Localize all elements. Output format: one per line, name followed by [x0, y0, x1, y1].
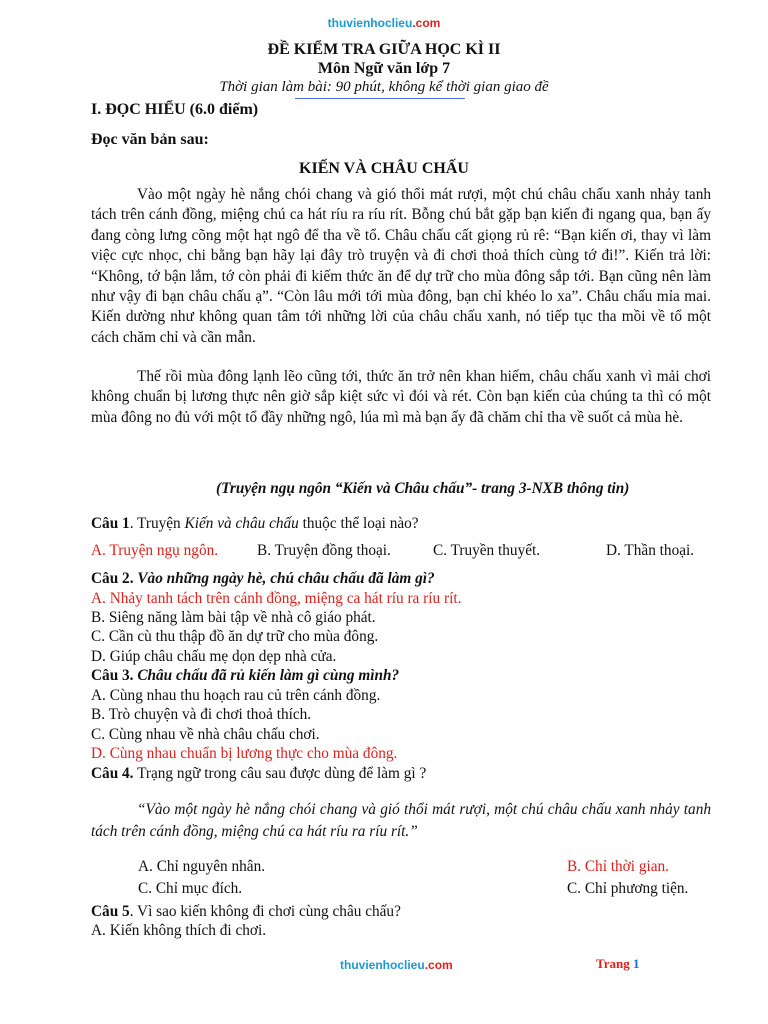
- question-4: [91, 765, 426, 783]
- question-1-pre: . Truyện: [129, 515, 185, 532]
- q4-option-a[interactable]: A. Chỉ nguyên nhân.: [138, 858, 266, 875]
- question-3-label: Câu 3.: [91, 667, 134, 684]
- question-4-quote: “Vào một ngày hè nắng chói chang và gió thổi mát rượi, một chú châu chấu xanh nhảy tanh tách trên cánh đồng, miệng chú ca hát ríu ra ríu rít.”: [91, 801, 711, 840]
- question-5: [91, 903, 401, 921]
- read-instruction: Đọc văn bản sau:: [91, 131, 209, 148]
- story-title: KIẾN VÀ CHÂU CHẤU: [299, 160, 469, 177]
- q2-option-a[interactable]: A. Nhảy tanh tách trên cánh đồng, miệng ca hát ríu ra ríu rít.: [91, 590, 462, 607]
- question-5-text: . Vì sao kiến không đi chơi cùng châu chấu?: [129, 903, 401, 920]
- q1-option-b[interactable]: B. Truyện đồng thoại.: [257, 542, 391, 559]
- page-label: Trang: [596, 956, 630, 971]
- footer-site-name: thuvienhoclieu: [340, 958, 425, 972]
- header-site[interactable]: [0, 16, 768, 30]
- section-heading: I. ĐỌC HIỂU (6.0 điểm): [91, 101, 259, 118]
- page-number-value: 1: [632, 956, 640, 971]
- q3-option-b[interactable]: B. Trò chuyện và đi chơi thoả thích.: [91, 706, 312, 723]
- footer-site-domain: .com: [424, 958, 453, 972]
- question-3-text: Châu chấu đã rủ kiến làm gì cùng mình?: [137, 667, 400, 684]
- exam-title: ĐỀ KIỂM TRA GIỮA HỌC KÌ II: [267, 41, 501, 58]
- q4-option-b[interactable]: B. Chỉ thời gian.: [567, 858, 669, 875]
- q2-option-b[interactable]: B. Siêng năng làm bài tập về nhà cô giáo phát.: [91, 609, 376, 626]
- question-5-label: Câu 5: [91, 903, 130, 920]
- question-2-label: Câu 2: [91, 570, 130, 587]
- q2-option-d[interactable]: D. Giúp châu chấu mẹ dọn dẹp nhà cửa.: [91, 648, 337, 665]
- question-1-italic: Kiến và châu chấu: [184, 515, 299, 532]
- header-site-name: thuvienhoclieu: [327, 16, 413, 30]
- question-2: Câu 2. Vào những ngày hè, chú châu chấu đã làm gì?: [91, 570, 435, 587]
- question-4-text: Trạng ngữ trong câu sau được dùng để làm gì ?: [137, 765, 427, 782]
- q3-option-a[interactable]: A. Cùng nhau thu hoạch rau củ trên cánh đồng.: [91, 687, 381, 704]
- time-note-underline: [295, 98, 465, 99]
- q4-option-d[interactable]: C. Chỉ phương tiện.: [567, 880, 689, 897]
- q3-option-d[interactable]: D. Cùng nhau chuẩn bị lương thực cho mùa đông.: [91, 745, 398, 762]
- question-3: [91, 667, 399, 685]
- time-note: Thời gian làm bài: 90 phút, không kể thời gian giao đề: [219, 79, 549, 95]
- q1-option-d[interactable]: D. Thần thoại.: [606, 542, 695, 559]
- q1-option-c[interactable]: C. Truyền thuyết.: [433, 542, 541, 559]
- story-source: (Truyện ngụ ngôn “Kiến và Châu chấu”- trang 3-NXB thông tin): [216, 480, 630, 497]
- header-site-domain: .com: [412, 16, 441, 30]
- q3-option-c[interactable]: C. Cùng nhau về nhà châu chấu chơi.: [91, 726, 320, 743]
- question-2-text: Vào những ngày hè, chú châu chấu đã làm gì?: [137, 570, 435, 587]
- footer-site[interactable]: [340, 958, 453, 972]
- q2-option-c[interactable]: C. Cần cù thu thập đồ ăn dự trữ cho mùa đông.: [91, 628, 379, 645]
- q4-option-c[interactable]: C. Chỉ mục đích.: [138, 880, 243, 897]
- story-paragraph-2: Thế rồi mùa đông lạnh lẽo cũng tới, thức ăn trở nên khan hiếm, châu chấu xanh vì mải chơi không chuẩn bị lương thực nên giờ sắp kiệt sức vì đói và rét. Còn bạn kiến của chúng ta thì có một mùa đông no đủ với một tổ đầy những ngô, lúa mì mà bạn ấy đã chăm chỉ tha về suốt cả mùa hè.: [91, 368, 711, 426]
- question-4-label: Câu 4.: [91, 765, 134, 782]
- page-number: [596, 956, 639, 972]
- subject-line: Môn Ngữ văn lớp 7: [317, 60, 451, 77]
- question-1: [91, 515, 419, 533]
- question-1-post: thuộc thể loại nào?: [298, 515, 419, 532]
- story-paragraph-1: Vào một ngày hè nắng chói chang và gió thổi mát rượi, một chú châu chấu xanh nhảy tanh tách trên cánh đồng, miệng chú ca hát ríu ra ríu rít. Bỗng chú bắt gặp bạn kiến đi ngang qua, bạn ấy đang còng lưng cõng một hạt ngô để tha về tổ. Châu chấu cất giọng rủ rê: “Bạn kiến ơi, thay vì làm việc cực nhọc, chi bằng bạn hãy lại đây trò truyện và đi chơi thoả thích cùng tớ đi!”. Kiến trả lời: “Không, tớ bận lắm, tớ còn phải đi kiếm thức ăn để dự trữ cho mùa đông sắp tới. Bạn cũng nên làm như vậy đi bạn châu chấu ạ”. “Còn lâu mới tới mùa đông, bạn chỉ khéo lo xa”. Châu chấu mỉa mai. Kiến dường như không quan tâm tới những lời của châu chấu xanh, nó tiếp tục tha mồi về tổ một cách chăm chỉ và cần mẫn.: [91, 186, 711, 346]
- q1-option-a[interactable]: A. Truyện ngụ ngôn.: [91, 542, 219, 559]
- question-1-label: Câu 1: [91, 515, 130, 532]
- q5-option-a[interactable]: A. Kiến không thích đi chơi.: [91, 922, 267, 939]
